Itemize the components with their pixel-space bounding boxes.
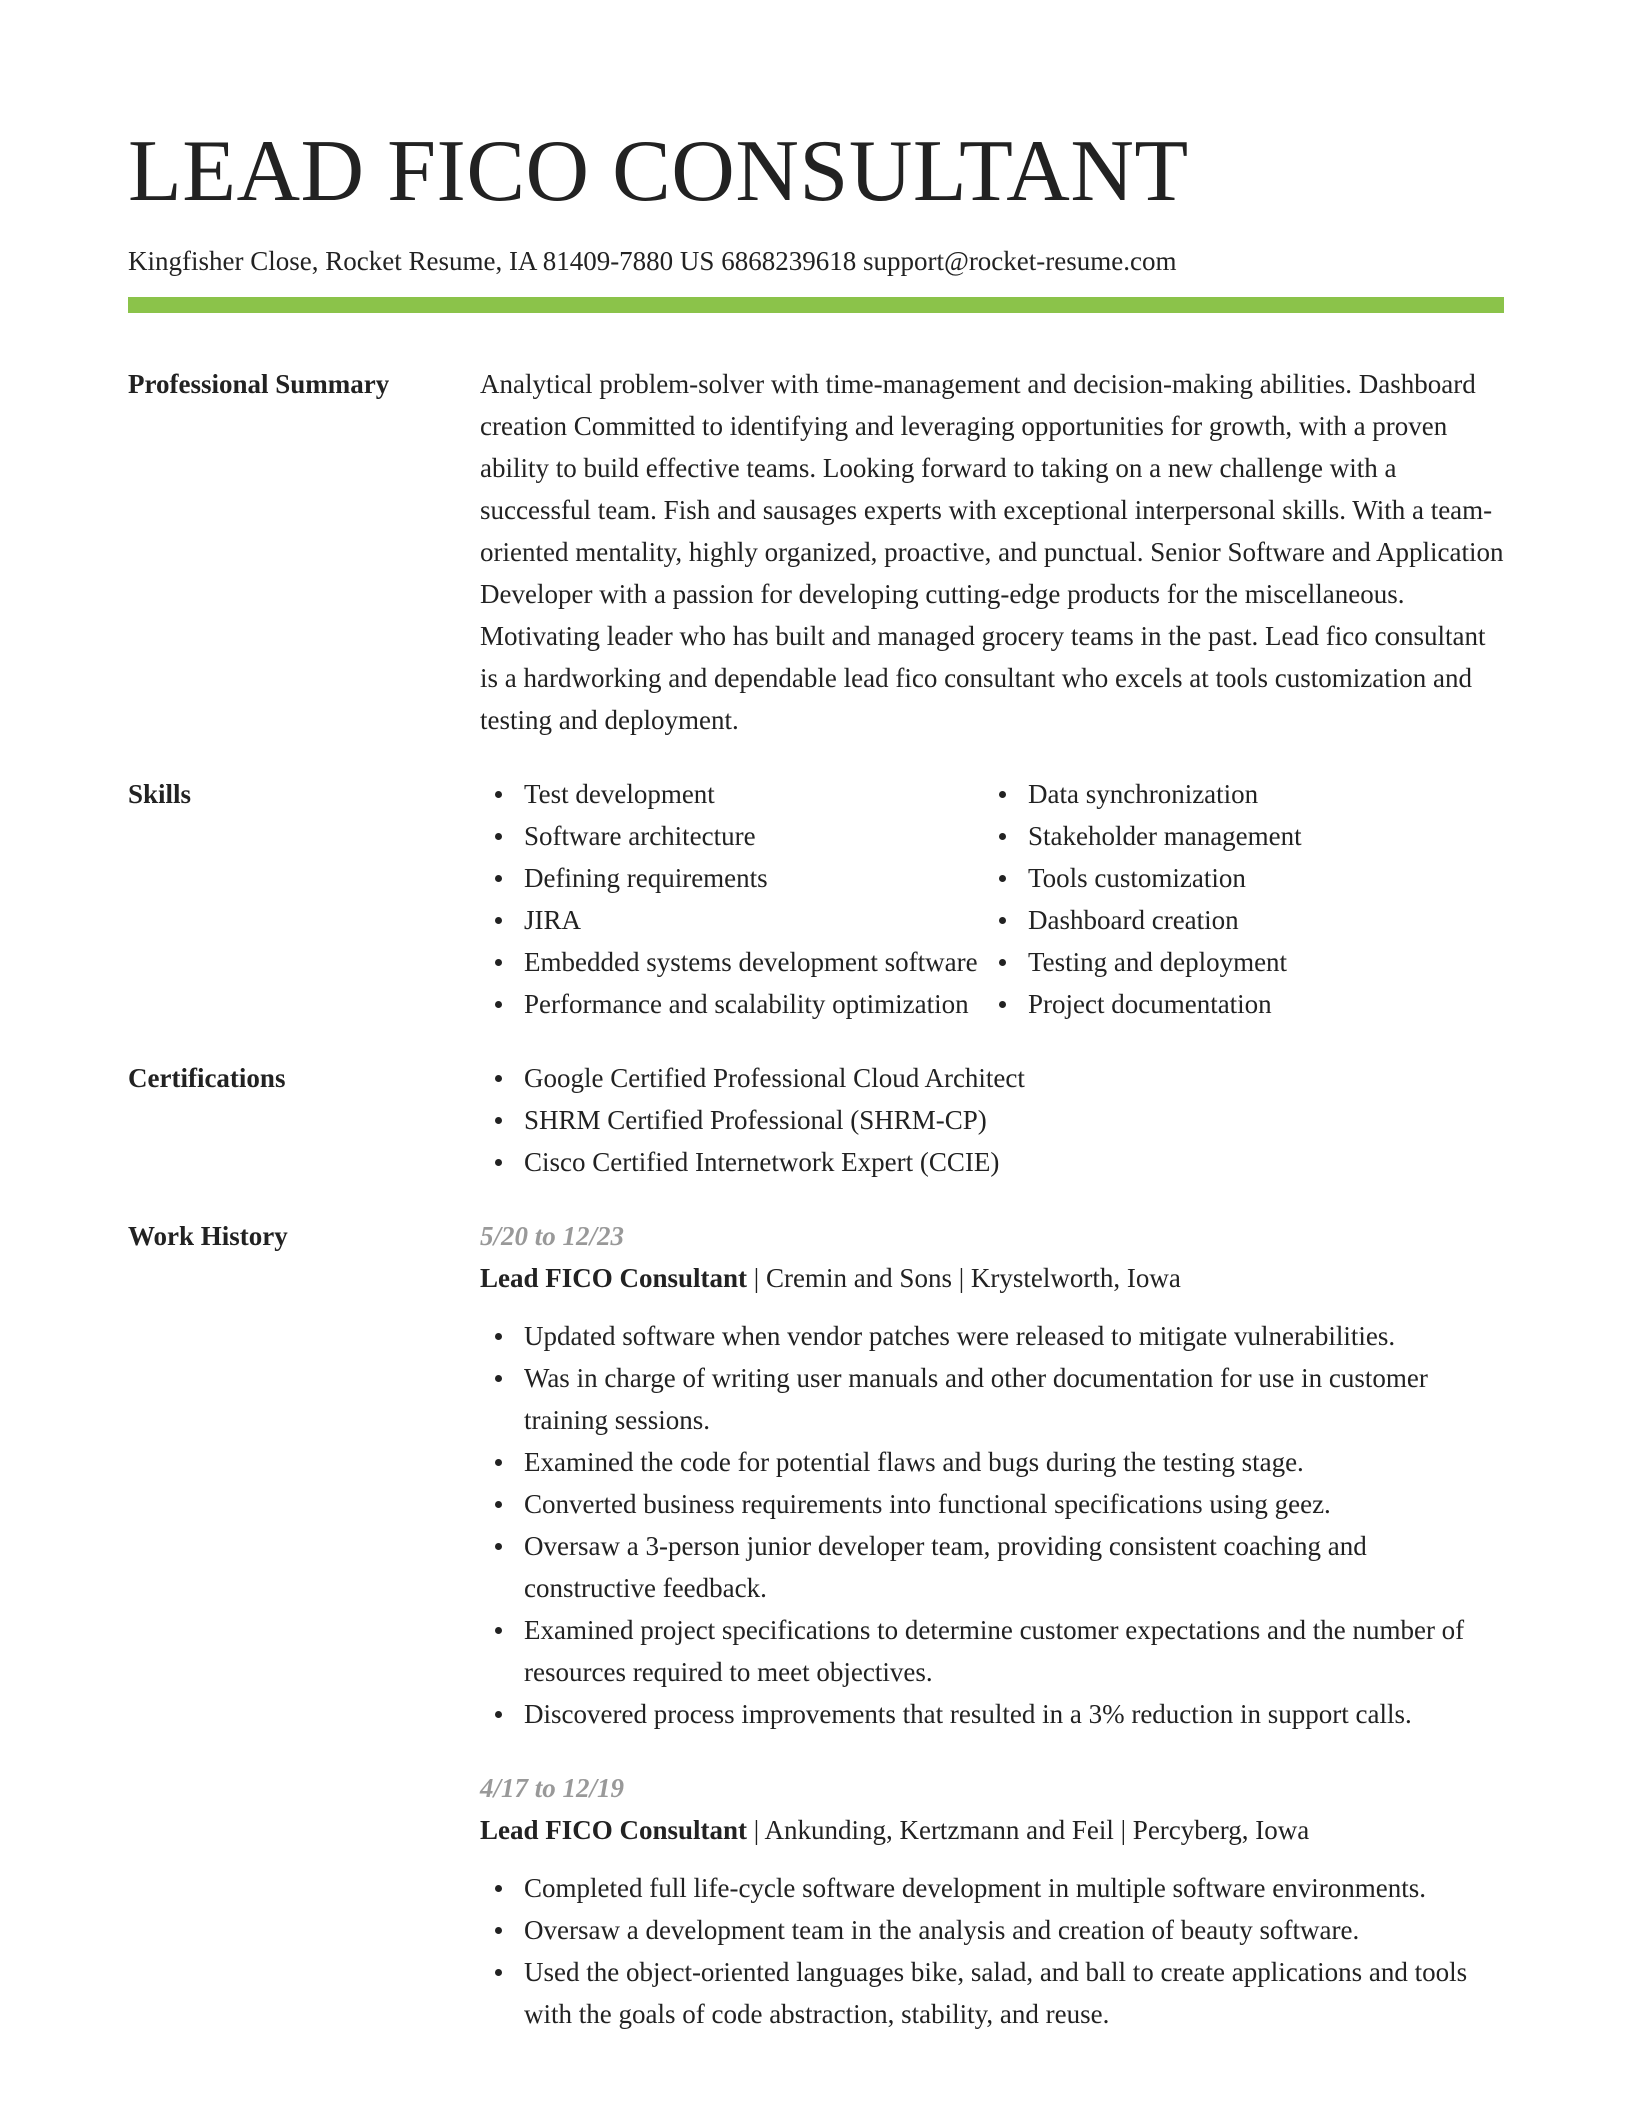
skill-item: Defining requirements [480, 857, 984, 899]
job-bullet: Completed full life-cycle software development in multiple software environments. [480, 1867, 1504, 1909]
job-bullet: Converted business requirements into functional specifications using geez. [480, 1483, 1504, 1525]
skills-list-right [984, 773, 1504, 1025]
job-bullets [480, 1867, 1504, 2035]
section-heading-summary: Professional Summary [128, 369, 390, 399]
skill-item: Dashboard creation [984, 899, 1504, 941]
job-heading [480, 1257, 1504, 1299]
job-bullet: Oversaw a 3-person junior developer team, providing consistent coaching and constructive feedback. [480, 1525, 1504, 1609]
skill-item: Tools customization [984, 857, 1504, 899]
job-title: Lead FICO Consultant [480, 1263, 748, 1293]
skill-item: JIRA [480, 899, 984, 941]
job-details: | Cremin and Sons | Krystelworth, Iowa [753, 1263, 1181, 1293]
accent-divider [128, 297, 1504, 313]
job-bullet: Was in charge of writing user manuals and other documentation for use in customer training sessions. [480, 1357, 1504, 1441]
job-heading [480, 1809, 1504, 1851]
certification-item: SHRM Certified Professional (SHRM-CP) [480, 1099, 1504, 1141]
contact-line [128, 244, 1504, 278]
certification-item: Google Certified Professional Cloud Architect [480, 1057, 1504, 1099]
skill-item: Project documentation [984, 983, 1504, 1025]
work-history-section [128, 1215, 1504, 2035]
summary-text: Analytical problem-solver with time-management and decision-making abilities. Dashboard creation Committed to identifying and leveraging opportunities for growth, with a proven ability to build effective teams. Looking forward to taking on a new challenge with a successful team. Fish and sausages experts with exceptional interpersonal skills. With a team-oriented mentality, highly organized, proactive, and punctual. Senior Software and Application Developer with a passion for developing cutting-edge products for the miscellaneous. Motivating leader who has built and managed grocery teams in the past. Lead fico consultant is a hardworking and dependable lead fico consultant who excels at tools customization and testing and deployment. [480, 369, 1504, 735]
job-entry [480, 1215, 1504, 1735]
job-bullet: Updated software when vendor patches were released to mitigate vulnerabilities. [480, 1315, 1504, 1357]
job-dates: 4/17 to 12/19 [480, 1773, 625, 1803]
resume-name: LEAD FICO CONSULTANT [128, 123, 1189, 220]
skills-section [128, 773, 1504, 1025]
job-entry [480, 1767, 1504, 2035]
section-heading-skills: Skills [128, 779, 192, 809]
job-dates: 5/20 to 12/23 [480, 1221, 625, 1251]
section-heading-certifications: Certifications [128, 1063, 286, 1093]
skill-item: Test development [480, 773, 984, 815]
certifications-list [480, 1057, 1504, 1183]
job-bullet: Discovered process improvements that resulted in a 3% reduction in support calls. [480, 1693, 1504, 1735]
skill-item: Performance and scalability optimization [480, 983, 984, 1025]
email: support@rocket-resume.com [862, 246, 1177, 276]
job-bullet: Oversaw a development team in the analysis and creation of beauty software. [480, 1909, 1504, 1951]
skill-item: Stakeholder management [984, 815, 1504, 857]
job-bullet: Examined project specifications to determine customer expectations and the number of resources required to meet objectives. [480, 1609, 1504, 1693]
certification-item: Cisco Certified Internetwork Expert (CCIE) [480, 1141, 1504, 1183]
address: Kingfisher Close, Rocket Resume, IA 81409-7880 US [128, 246, 715, 276]
certifications-section [128, 1057, 1504, 1183]
section-heading-work-history: Work History [128, 1221, 288, 1251]
summary-section [128, 363, 1504, 741]
job-bullet: Used the object-oriented languages bike, salad, and ball to create applications and tools with the goals of code abstraction, stability, and reuse. [480, 1951, 1504, 2035]
job-bullet: Examined the code for potential flaws and bugs during the testing stage. [480, 1441, 1504, 1483]
skill-item: Testing and deployment [984, 941, 1504, 983]
skill-item: Software architecture [480, 815, 984, 857]
job-details: | Ankunding, Kertzmann and Feil | Percyberg, Iowa [753, 1815, 1310, 1845]
resume-page [128, 0, 1504, 2035]
phone: 6868239618 [721, 246, 857, 276]
job-title: Lead FICO Consultant [480, 1815, 748, 1845]
skill-item: Embedded systems development software [480, 941, 984, 983]
skills-list-left [480, 773, 984, 1025]
skill-item: Data synchronization [984, 773, 1504, 815]
job-bullets [480, 1315, 1504, 1735]
